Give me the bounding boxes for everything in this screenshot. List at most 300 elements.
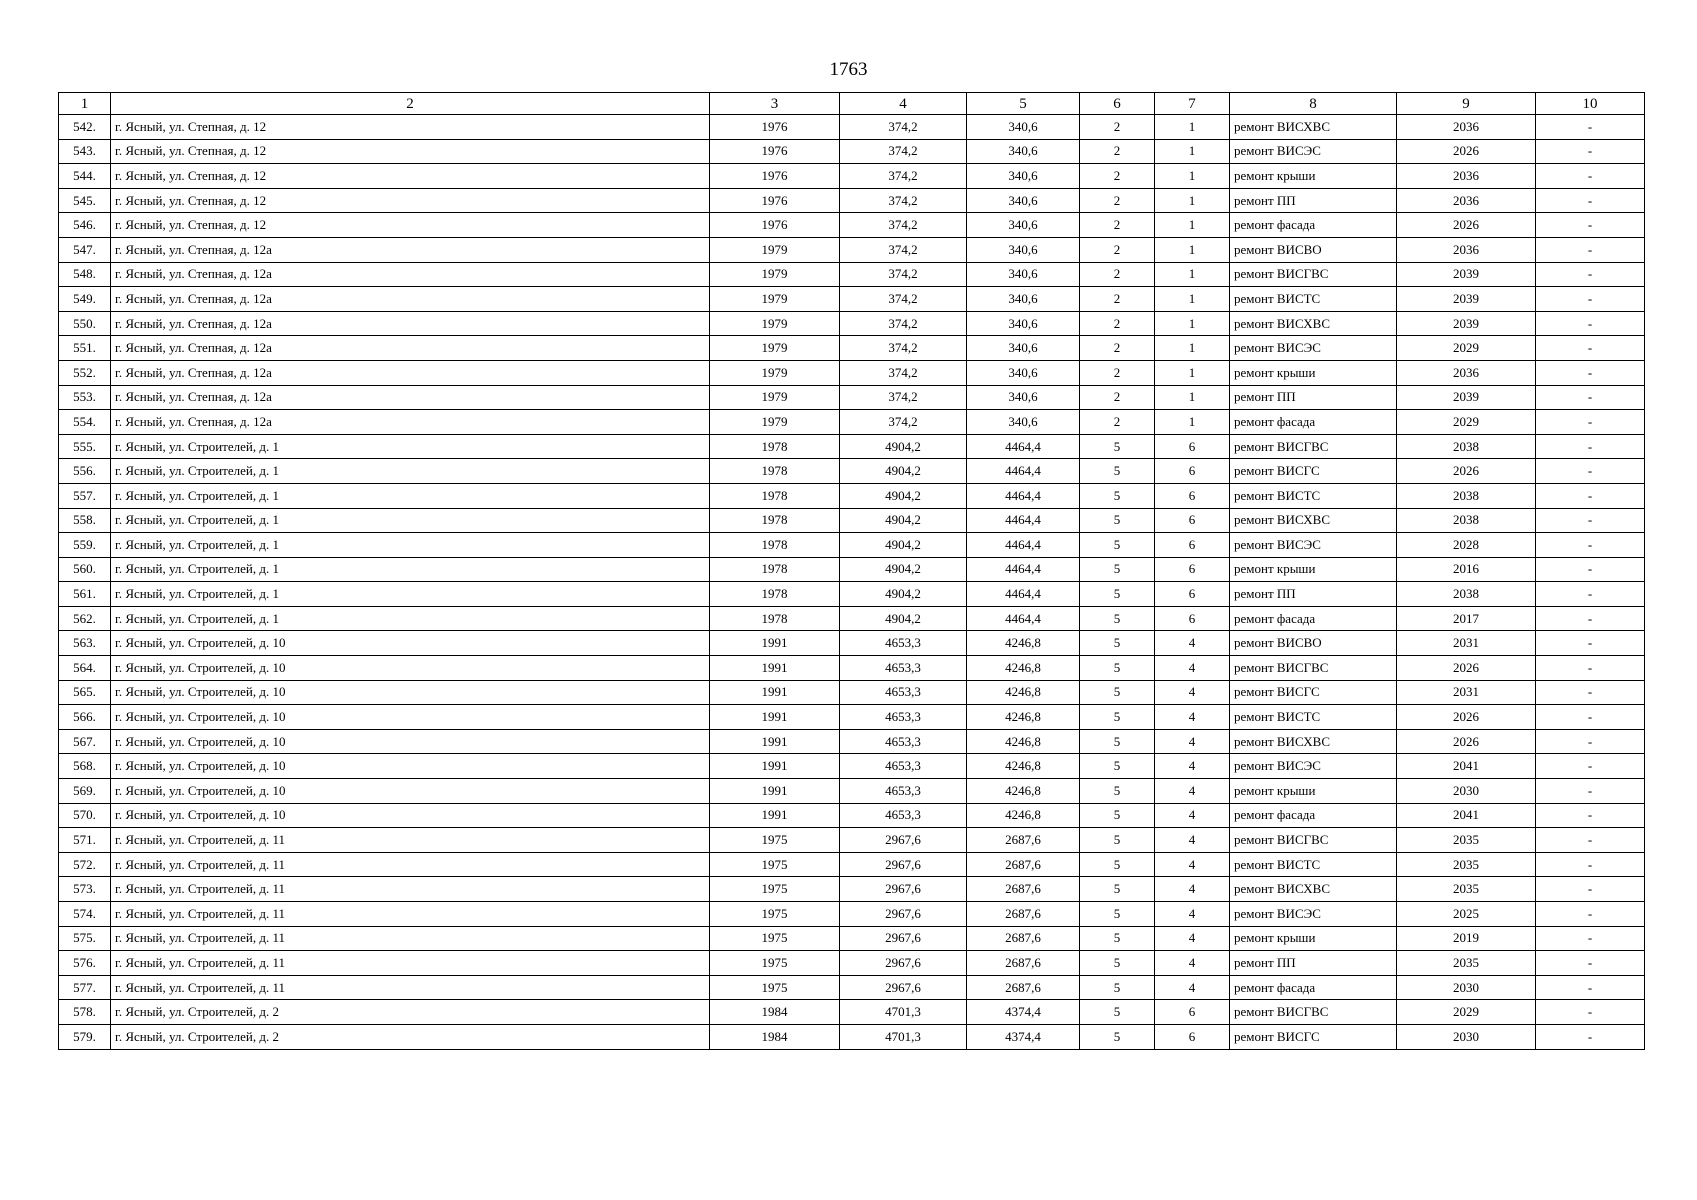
entrances-cell: 4 [1155, 852, 1230, 877]
planned-year-cell: 2038 [1397, 434, 1536, 459]
planned-year-cell: 2036 [1397, 188, 1536, 213]
total-area-cell: 374,2 [840, 188, 967, 213]
living-area-cell: 4374,4 [967, 1024, 1080, 1049]
note-cell: - [1536, 631, 1645, 656]
work-type-cell: ремонт ВИСХВС [1230, 729, 1397, 754]
planned-year-cell: 2035 [1397, 852, 1536, 877]
row-number-cell: 550. [59, 311, 111, 336]
address-cell: г. Ясный, ул. Строителей, д. 11 [111, 951, 710, 976]
planned-year-cell: 2036 [1397, 360, 1536, 385]
table-row [59, 779, 1645, 804]
entrances-cell: 4 [1155, 828, 1230, 853]
work-type-cell: ремонт ПП [1230, 188, 1397, 213]
row-number-cell: 543. [59, 139, 111, 164]
year-built-cell: 1975 [710, 951, 840, 976]
living-area-cell: 2687,6 [967, 902, 1080, 927]
total-area-cell: 374,2 [840, 410, 967, 435]
table-row [59, 483, 1645, 508]
planned-year-cell: 2030 [1397, 779, 1536, 804]
note-cell: - [1536, 533, 1645, 558]
floors-cell: 5 [1080, 631, 1155, 656]
entrances-cell: 6 [1155, 483, 1230, 508]
floors-cell: 2 [1080, 164, 1155, 189]
note-cell: - [1536, 483, 1645, 508]
row-number-cell: 567. [59, 729, 111, 754]
living-area-cell: 2687,6 [967, 926, 1080, 951]
note-cell: - [1536, 434, 1645, 459]
note-cell: - [1536, 729, 1645, 754]
planned-year-cell: 2026 [1397, 213, 1536, 238]
total-area-cell: 374,2 [840, 311, 967, 336]
living-area-cell: 4464,4 [967, 434, 1080, 459]
work-type-cell: ремонт ВИСЭС [1230, 336, 1397, 361]
entrances-cell: 6 [1155, 533, 1230, 558]
address-cell: г. Ясный, ул. Строителей, д. 10 [111, 803, 710, 828]
note-cell: - [1536, 213, 1645, 238]
table-row [59, 213, 1645, 238]
entrances-cell: 4 [1155, 754, 1230, 779]
total-area-cell: 4904,2 [840, 582, 967, 607]
planned-year-cell: 2038 [1397, 508, 1536, 533]
planned-year-cell: 2035 [1397, 828, 1536, 853]
floors-cell: 5 [1080, 1024, 1155, 1049]
row-number-cell: 555. [59, 434, 111, 459]
address-cell: г. Ясный, ул. Строителей, д. 1 [111, 434, 710, 459]
total-area-cell: 2967,6 [840, 902, 967, 927]
work-type-cell: ремонт ВИСВО [1230, 237, 1397, 262]
row-number-cell: 573. [59, 877, 111, 902]
living-area-cell: 2687,6 [967, 975, 1080, 1000]
work-type-cell: ремонт ВИСЭС [1230, 139, 1397, 164]
note-cell: - [1536, 582, 1645, 607]
entrances-cell: 4 [1155, 975, 1230, 1000]
row-number-cell: 546. [59, 213, 111, 238]
table-row [59, 434, 1645, 459]
table-row [59, 115, 1645, 140]
row-number-cell: 548. [59, 262, 111, 287]
planned-year-cell: 2028 [1397, 533, 1536, 558]
total-area-cell: 374,2 [840, 237, 967, 262]
year-built-cell: 1975 [710, 975, 840, 1000]
table-row [59, 139, 1645, 164]
table-body [59, 115, 1645, 1050]
address-cell: г. Ясный, ул. Строителей, д. 11 [111, 926, 710, 951]
living-area-cell: 4374,4 [967, 1000, 1080, 1025]
work-type-cell: ремонт фасада [1230, 606, 1397, 631]
entrances-cell: 1 [1155, 115, 1230, 140]
work-type-cell: ремонт ВИСГВС [1230, 656, 1397, 681]
work-type-cell: ремонт ВИСГВС [1230, 434, 1397, 459]
total-area-cell: 4904,2 [840, 606, 967, 631]
floors-cell: 5 [1080, 656, 1155, 681]
row-number-cell: 576. [59, 951, 111, 976]
total-area-cell: 374,2 [840, 115, 967, 140]
note-cell: - [1536, 680, 1645, 705]
living-area-cell: 4246,8 [967, 631, 1080, 656]
planned-year-cell: 2016 [1397, 557, 1536, 582]
year-built-cell: 1975 [710, 902, 840, 927]
row-number-cell: 542. [59, 115, 111, 140]
address-cell: г. Ясный, ул. Степная, д. 12 [111, 213, 710, 238]
living-area-cell: 340,6 [967, 139, 1080, 164]
total-area-cell: 4904,2 [840, 557, 967, 582]
total-area-cell: 374,2 [840, 385, 967, 410]
work-type-cell: ремонт ВИСГВС [1230, 262, 1397, 287]
table-row [59, 1024, 1645, 1049]
floors-cell: 2 [1080, 360, 1155, 385]
row-number-cell: 559. [59, 533, 111, 558]
address-cell: г. Ясный, ул. Строителей, д. 10 [111, 680, 710, 705]
living-area-cell: 2687,6 [967, 828, 1080, 853]
address-cell: г. Ясный, ул. Степная, д. 12 [111, 188, 710, 213]
note-cell: - [1536, 557, 1645, 582]
row-number-cell: 571. [59, 828, 111, 853]
total-area-cell: 2967,6 [840, 877, 967, 902]
planned-year-cell: 2026 [1397, 459, 1536, 484]
floors-cell: 2 [1080, 385, 1155, 410]
table-row [59, 902, 1645, 927]
work-type-cell: ремонт крыши [1230, 779, 1397, 804]
entrances-cell: 1 [1155, 360, 1230, 385]
work-type-cell: ремонт ВИСГВС [1230, 1000, 1397, 1025]
address-cell: г. Ясный, ул. Строителей, д. 10 [111, 631, 710, 656]
planned-year-cell: 2039 [1397, 262, 1536, 287]
total-area-cell: 374,2 [840, 287, 967, 312]
capital-repair-table [58, 92, 1645, 1050]
entrances-cell: 4 [1155, 779, 1230, 804]
work-type-cell: ремонт фасада [1230, 213, 1397, 238]
total-area-cell: 4653,3 [840, 754, 967, 779]
column-header: 4 [840, 93, 967, 115]
planned-year-cell: 2019 [1397, 926, 1536, 951]
table-row [59, 680, 1645, 705]
floors-cell: 5 [1080, 483, 1155, 508]
total-area-cell: 2967,6 [840, 975, 967, 1000]
entrances-cell: 4 [1155, 951, 1230, 976]
living-area-cell: 2687,6 [967, 852, 1080, 877]
work-type-cell: ремонт фасада [1230, 803, 1397, 828]
row-number-cell: 570. [59, 803, 111, 828]
year-built-cell: 1979 [710, 311, 840, 336]
work-type-cell: ремонт ВИСХВС [1230, 508, 1397, 533]
living-area-cell: 4246,8 [967, 705, 1080, 730]
table-row [59, 656, 1645, 681]
row-number-cell: 562. [59, 606, 111, 631]
floors-cell: 2 [1080, 311, 1155, 336]
year-built-cell: 1976 [710, 139, 840, 164]
living-area-cell: 340,6 [967, 385, 1080, 410]
planned-year-cell: 2035 [1397, 951, 1536, 976]
total-area-cell: 4653,3 [840, 656, 967, 681]
total-area-cell: 4701,3 [840, 1000, 967, 1025]
work-type-cell: ремонт ВИСТС [1230, 852, 1397, 877]
work-type-cell: ремонт ВИСТС [1230, 705, 1397, 730]
table-row [59, 705, 1645, 730]
table-row [59, 557, 1645, 582]
year-built-cell: 1979 [710, 385, 840, 410]
entrances-cell: 1 [1155, 311, 1230, 336]
row-number-cell: 558. [59, 508, 111, 533]
year-built-cell: 1978 [710, 434, 840, 459]
note-cell: - [1536, 1024, 1645, 1049]
address-cell: г. Ясный, ул. Строителей, д. 11 [111, 828, 710, 853]
table-row [59, 951, 1645, 976]
row-number-cell: 574. [59, 902, 111, 927]
table-row [59, 533, 1645, 558]
year-built-cell: 1975 [710, 877, 840, 902]
table-row [59, 262, 1645, 287]
year-built-cell: 1991 [710, 705, 840, 730]
floors-cell: 5 [1080, 508, 1155, 533]
year-built-cell: 1991 [710, 779, 840, 804]
note-cell: - [1536, 606, 1645, 631]
year-built-cell: 1976 [710, 164, 840, 189]
work-type-cell: ремонт фасада [1230, 410, 1397, 435]
work-type-cell: ремонт крыши [1230, 164, 1397, 189]
table-row [59, 803, 1645, 828]
table-row [59, 852, 1645, 877]
year-built-cell: 1976 [710, 213, 840, 238]
floors-cell: 5 [1080, 926, 1155, 951]
living-area-cell: 340,6 [967, 188, 1080, 213]
planned-year-cell: 2029 [1397, 1000, 1536, 1025]
entrances-cell: 4 [1155, 902, 1230, 927]
total-area-cell: 374,2 [840, 262, 967, 287]
entrances-cell: 6 [1155, 606, 1230, 631]
work-type-cell: ремонт ВИСЭС [1230, 902, 1397, 927]
year-built-cell: 1979 [710, 262, 840, 287]
year-built-cell: 1979 [710, 410, 840, 435]
work-type-cell: ремонт ПП [1230, 582, 1397, 607]
note-cell: - [1536, 188, 1645, 213]
address-cell: г. Ясный, ул. Строителей, д. 2 [111, 1024, 710, 1049]
total-area-cell: 4653,3 [840, 680, 967, 705]
table-row [59, 360, 1645, 385]
floors-cell: 5 [1080, 902, 1155, 927]
floors-cell: 5 [1080, 754, 1155, 779]
table-row [59, 459, 1645, 484]
planned-year-cell: 2025 [1397, 902, 1536, 927]
total-area-cell: 374,2 [840, 164, 967, 189]
total-area-cell: 4904,2 [840, 483, 967, 508]
floors-cell: 5 [1080, 828, 1155, 853]
row-number-cell: 566. [59, 705, 111, 730]
total-area-cell: 2967,6 [840, 828, 967, 853]
row-number-cell: 552. [59, 360, 111, 385]
year-built-cell: 1978 [710, 483, 840, 508]
note-cell: - [1536, 828, 1645, 853]
total-area-cell: 4904,2 [840, 459, 967, 484]
total-area-cell: 4653,3 [840, 803, 967, 828]
year-built-cell: 1991 [710, 754, 840, 779]
address-cell: г. Ясный, ул. Строителей, д. 10 [111, 729, 710, 754]
entrances-cell: 1 [1155, 336, 1230, 361]
entrances-cell: 4 [1155, 705, 1230, 730]
total-area-cell: 374,2 [840, 139, 967, 164]
planned-year-cell: 2036 [1397, 115, 1536, 140]
entrances-cell: 4 [1155, 631, 1230, 656]
living-area-cell: 340,6 [967, 311, 1080, 336]
floors-cell: 5 [1080, 852, 1155, 877]
address-cell: г. Ясный, ул. Строителей, д. 1 [111, 533, 710, 558]
work-type-cell: ремонт ВИСХВС [1230, 115, 1397, 140]
floors-cell: 2 [1080, 237, 1155, 262]
living-area-cell: 340,6 [967, 360, 1080, 385]
address-cell: г. Ясный, ул. Степная, д. 12а [111, 360, 710, 385]
address-cell: г. Ясный, ул. Степная, д. 12а [111, 311, 710, 336]
floors-cell: 5 [1080, 606, 1155, 631]
floors-cell: 5 [1080, 705, 1155, 730]
address-cell: г. Ясный, ул. Строителей, д. 2 [111, 1000, 710, 1025]
column-header: 3 [710, 93, 840, 115]
floors-cell: 2 [1080, 115, 1155, 140]
note-cell: - [1536, 237, 1645, 262]
row-number-cell: 572. [59, 852, 111, 877]
address-cell: г. Ясный, ул. Строителей, д. 1 [111, 557, 710, 582]
work-type-cell: ремонт крыши [1230, 360, 1397, 385]
living-area-cell: 4464,4 [967, 557, 1080, 582]
column-header: 6 [1080, 93, 1155, 115]
note-cell: - [1536, 926, 1645, 951]
table-row [59, 508, 1645, 533]
year-built-cell: 1978 [710, 533, 840, 558]
address-cell: г. Ясный, ул. Степная, д. 12 [111, 115, 710, 140]
floors-cell: 5 [1080, 877, 1155, 902]
address-cell: г. Ясный, ул. Строителей, д. 11 [111, 852, 710, 877]
work-type-cell: ремонт ВИСХВС [1230, 877, 1397, 902]
planned-year-cell: 2026 [1397, 729, 1536, 754]
year-built-cell: 1975 [710, 852, 840, 877]
note-cell: - [1536, 902, 1645, 927]
entrances-cell: 6 [1155, 459, 1230, 484]
planned-year-cell: 2026 [1397, 656, 1536, 681]
note-cell: - [1536, 1000, 1645, 1025]
table-row [59, 975, 1645, 1000]
year-built-cell: 1978 [710, 582, 840, 607]
entrances-cell: 1 [1155, 410, 1230, 435]
living-area-cell: 340,6 [967, 115, 1080, 140]
year-built-cell: 1991 [710, 631, 840, 656]
table-row [59, 877, 1645, 902]
year-built-cell: 1991 [710, 680, 840, 705]
living-area-cell: 2687,6 [967, 951, 1080, 976]
work-type-cell: ремонт ПП [1230, 385, 1397, 410]
address-cell: г. Ясный, ул. Степная, д. 12 [111, 139, 710, 164]
address-cell: г. Ясный, ул. Степная, д. 12а [111, 336, 710, 361]
table-row [59, 631, 1645, 656]
entrances-cell: 6 [1155, 508, 1230, 533]
table-row [59, 237, 1645, 262]
column-header: 2 [111, 93, 710, 115]
year-built-cell: 1978 [710, 557, 840, 582]
planned-year-cell: 2030 [1397, 1024, 1536, 1049]
year-built-cell: 1976 [710, 115, 840, 140]
note-cell: - [1536, 410, 1645, 435]
address-cell: г. Ясный, ул. Строителей, д. 10 [111, 705, 710, 730]
row-number-cell: 579. [59, 1024, 111, 1049]
row-number-cell: 544. [59, 164, 111, 189]
living-area-cell: 340,6 [967, 287, 1080, 312]
total-area-cell: 2967,6 [840, 951, 967, 976]
floors-cell: 5 [1080, 729, 1155, 754]
planned-year-cell: 2035 [1397, 877, 1536, 902]
table-row [59, 311, 1645, 336]
table-row [59, 336, 1645, 361]
planned-year-cell: 2031 [1397, 631, 1536, 656]
note-cell: - [1536, 336, 1645, 361]
row-number-cell: 557. [59, 483, 111, 508]
note-cell: - [1536, 164, 1645, 189]
year-built-cell: 1991 [710, 803, 840, 828]
table-row [59, 164, 1645, 189]
living-area-cell: 340,6 [967, 237, 1080, 262]
row-number-cell: 551. [59, 336, 111, 361]
total-area-cell: 374,2 [840, 360, 967, 385]
address-cell: г. Ясный, ул. Строителей, д. 11 [111, 902, 710, 927]
address-cell: г. Ясный, ул. Строителей, д. 10 [111, 779, 710, 804]
total-area-cell: 2967,6 [840, 926, 967, 951]
living-area-cell: 4464,4 [967, 606, 1080, 631]
total-area-cell: 374,2 [840, 336, 967, 361]
table-row [59, 754, 1645, 779]
year-built-cell: 1984 [710, 1000, 840, 1025]
total-area-cell: 4653,3 [840, 631, 967, 656]
work-type-cell: ремонт ПП [1230, 951, 1397, 976]
living-area-cell: 4246,8 [967, 803, 1080, 828]
page-number: 1763 [829, 59, 868, 80]
note-cell: - [1536, 262, 1645, 287]
row-number-cell: 564. [59, 656, 111, 681]
work-type-cell: ремонт ВИСЭС [1230, 533, 1397, 558]
row-number-cell: 569. [59, 779, 111, 804]
column-header: 7 [1155, 93, 1230, 115]
entrances-cell: 4 [1155, 803, 1230, 828]
planned-year-cell: 2036 [1397, 237, 1536, 262]
table-row [59, 287, 1645, 312]
floors-cell: 2 [1080, 262, 1155, 287]
year-built-cell: 1979 [710, 336, 840, 361]
table-row [59, 828, 1645, 853]
floors-cell: 5 [1080, 1000, 1155, 1025]
total-area-cell: 4653,3 [840, 729, 967, 754]
planned-year-cell: 2039 [1397, 311, 1536, 336]
note-cell: - [1536, 656, 1645, 681]
floors-cell: 2 [1080, 336, 1155, 361]
table-row [59, 385, 1645, 410]
year-built-cell: 1979 [710, 237, 840, 262]
note-cell: - [1536, 459, 1645, 484]
entrances-cell: 4 [1155, 680, 1230, 705]
row-number-cell: 565. [59, 680, 111, 705]
work-type-cell: ремонт ВИСТС [1230, 287, 1397, 312]
column-header: 8 [1230, 93, 1397, 115]
year-built-cell: 1978 [710, 606, 840, 631]
address-cell: г. Ясный, ул. Степная, д. 12а [111, 385, 710, 410]
floors-cell: 5 [1080, 557, 1155, 582]
note-cell: - [1536, 287, 1645, 312]
work-type-cell: ремонт крыши [1230, 557, 1397, 582]
living-area-cell: 340,6 [967, 213, 1080, 238]
work-type-cell: ремонт ВИСЭС [1230, 754, 1397, 779]
table-row [59, 606, 1645, 631]
planned-year-cell: 2031 [1397, 680, 1536, 705]
planned-year-cell: 2041 [1397, 754, 1536, 779]
total-area-cell: 4701,3 [840, 1024, 967, 1049]
year-built-cell: 1975 [710, 828, 840, 853]
note-cell: - [1536, 754, 1645, 779]
entrances-cell: 1 [1155, 237, 1230, 262]
entrances-cell: 1 [1155, 385, 1230, 410]
